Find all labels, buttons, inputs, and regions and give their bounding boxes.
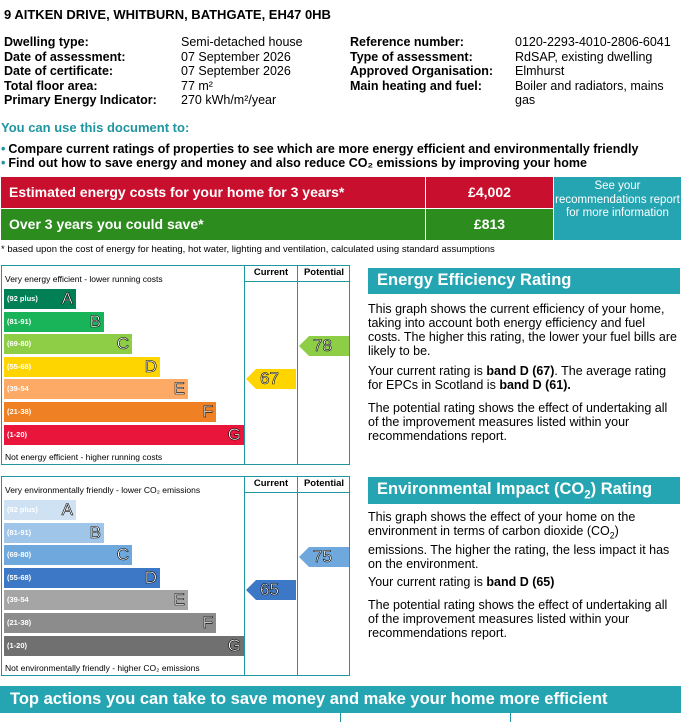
cost-row-estimated — [1, 177, 553, 208]
detail-label: Dwelling type: — [4, 35, 89, 49]
band-letter: B — [89, 311, 101, 331]
band-range: (69-80) — [7, 550, 32, 560]
costs-table — [1, 177, 553, 240]
band-range: (1-20) — [7, 640, 28, 650]
env-band-d — [4, 568, 160, 588]
detail-value: Boiler and radiators, mains gas — [515, 78, 664, 107]
address: 9 AITKEN DRIVE, WHITBURN, BATHGATE, EH47 0HB — [4, 7, 331, 22]
detail-label: Date of assessment: — [4, 49, 126, 64]
header-divider — [245, 492, 349, 493]
band-range: (21-38) — [7, 407, 32, 416]
detail-label: Main heating and fuel: — [350, 78, 482, 93]
cost-footnote: * based upon the cost of energy for heating, hot water, lighting and ventilation, calculated using standard assumptions — [1, 244, 495, 255]
detail-row — [4, 50, 341, 65]
band-letter: G — [227, 424, 241, 444]
eir-paragraph-2: Your current rating is band D (65) — [368, 575, 555, 589]
cost-row-savings — [1, 209, 553, 240]
column-divider — [244, 477, 245, 675]
table-divider — [340, 713, 341, 722]
dwelling-details-right — [350, 35, 681, 108]
band-range: (21-38) — [7, 618, 32, 627]
current-header: Current — [253, 267, 289, 278]
band-letter: C — [116, 334, 129, 354]
energy-band-g — [4, 425, 244, 445]
cost-label: Estimated energy costs for your home for 3 years* — [1, 177, 425, 208]
intro-text: You can use this document to: — [1, 120, 190, 135]
env-band-g — [4, 636, 244, 656]
top-actions-title: Top actions you can take to save money and make your home more efficient — [0, 686, 681, 713]
detail-row — [4, 35, 341, 50]
detail-label: Reference number: — [350, 35, 464, 49]
table-divider — [510, 713, 511, 722]
band-range: (92 plus) — [7, 505, 38, 514]
header-divider — [245, 281, 349, 282]
detail-row — [350, 50, 681, 65]
detail-label: Date of certificate: — [4, 64, 114, 78]
env-band-b — [4, 523, 104, 543]
band-letter: E — [173, 379, 185, 399]
band-letter: A — [61, 289, 73, 308]
energy-band-d — [4, 357, 160, 377]
energy-top-text: Very energy efficient - lower running costs — [5, 274, 163, 284]
pointer-value: 78 — [313, 335, 332, 355]
bullet-2: • Find out how to save energy and money and also reduce CO₂ emissions by improving your home — [1, 156, 587, 170]
energy-band-a — [4, 289, 76, 309]
potential-header: Potential — [303, 267, 345, 278]
savings-label: Over 3 years you could save* — [1, 209, 425, 240]
pointer-value: 75 — [313, 546, 332, 566]
eer-paragraph-3: The potential rating shows the effect of undertaking all of the improvement measures listed within your recommendations report. — [368, 401, 668, 443]
env-band-f — [4, 613, 216, 633]
eir-paragraph-1: This graph shows the effect of your home on the environment in terms of carbon dioxide $(CO_2)$ emissions. The higher the rating, the less impact it has on the environment. — [368, 510, 670, 571]
env-top-text: Very environmentally friendly - lower CO₂ emissions — [5, 485, 201, 495]
energy-band-b — [4, 312, 104, 332]
detail-row — [4, 64, 341, 79]
env-band-e — [4, 590, 188, 610]
detail-row — [4, 79, 341, 94]
band-range: (39-54 — [7, 595, 29, 605]
env-band-c — [4, 545, 132, 565]
detail-value: Semi-detached house — [181, 35, 303, 49]
band-range: (55-68) — [7, 572, 32, 582]
band-letter: E — [173, 590, 185, 610]
environmental-impact-chart — [1, 476, 350, 676]
current-header: Current — [253, 478, 289, 489]
energy-band-f — [4, 402, 216, 422]
band-range: (55-68) — [7, 361, 32, 371]
band-letter: B — [89, 522, 101, 542]
band-letter: D — [144, 567, 157, 587]
energy-efficiency-chart — [1, 265, 350, 465]
band-letter: F — [202, 402, 213, 421]
band-range: (81-91) — [7, 316, 32, 326]
column-divider — [244, 266, 245, 464]
potential-header: Potential — [303, 478, 345, 489]
detail-value: 77 m² — [181, 78, 213, 93]
energy-potential-rating — [299, 336, 349, 356]
eir-paragraph-3: The potential rating shows the effect of undertaking all of the improvement measures listed within your recommendations report. — [368, 598, 668, 640]
band-range: (81-91) — [7, 527, 32, 537]
detail-row — [350, 35, 681, 50]
band-range: (69-80) — [7, 339, 32, 349]
savings-value: £813 — [426, 209, 553, 240]
env-potential-rating — [299, 547, 349, 567]
detail-label: Total floor area: — [4, 78, 98, 93]
env-current-rating — [246, 580, 296, 600]
detail-value: 07 September 2026 — [181, 49, 291, 64]
env-band-a — [4, 500, 76, 520]
detail-label: Type of assessment: — [350, 49, 473, 64]
band-range: (1-20) — [7, 429, 28, 439]
pointer-value: 65 — [260, 580, 279, 600]
band-letter: F — [202, 613, 213, 632]
band-range: (39-54 — [7, 384, 29, 394]
energy-band-c — [4, 334, 132, 354]
detail-value: RdSAP, existing dwelling — [515, 49, 653, 64]
band-letter: C — [116, 545, 129, 565]
energy-bottom-text: Not energy efficient - higher running costs — [5, 452, 163, 462]
energy-current-rating — [246, 369, 296, 389]
detail-row — [350, 79, 681, 108]
dwelling-details-left — [4, 35, 341, 108]
see-recommendations-box: See your recommendations report for more information — [554, 177, 681, 240]
detail-row — [350, 64, 681, 79]
band-letter: A — [61, 500, 73, 519]
eer-paragraph-1: This graph shows the current efficiency of your home, taking into account both energy efficiency and fuel costs. The higher this rating, the lower your fuel bills are likely to be. — [368, 302, 677, 358]
band-letter: D — [144, 356, 157, 376]
eer-paragraph-2: Your current rating is band D (67). The average rating for EPCs in Scotland is band D (61). — [368, 364, 667, 392]
bullet-1: • Compare current ratings of properties to see which are more energy efficient and environmentally friendly — [1, 142, 639, 156]
cost-value: £4,002 — [426, 177, 553, 208]
energy-band-e — [4, 379, 188, 399]
env-bottom-text: Not environmentally friendly - higher CO₂ emissions — [5, 663, 200, 673]
detail-label: Primary Energy Indicator: — [4, 93, 157, 107]
detail-value: 0120-2293-4010-2806-6041 — [515, 35, 671, 49]
pointer-value: 67 — [260, 369, 279, 389]
detail-value: Elmhurst — [515, 64, 565, 78]
column-divider — [297, 266, 298, 464]
band-letter: G — [227, 635, 241, 655]
band-range: (92 plus) — [7, 294, 38, 303]
detail-label: Approved Organisation: — [350, 64, 494, 78]
detail-value: 270 kWh/m²/year — [181, 93, 277, 107]
detail-row — [4, 93, 341, 108]
eer-title: Energy Efficiency Rating — [368, 268, 680, 294]
detail-value: 07 September 2026 — [181, 64, 291, 78]
eir-title: Environmental Impact $(CO_2)$ Rating — [368, 477, 680, 504]
column-divider — [297, 477, 298, 675]
